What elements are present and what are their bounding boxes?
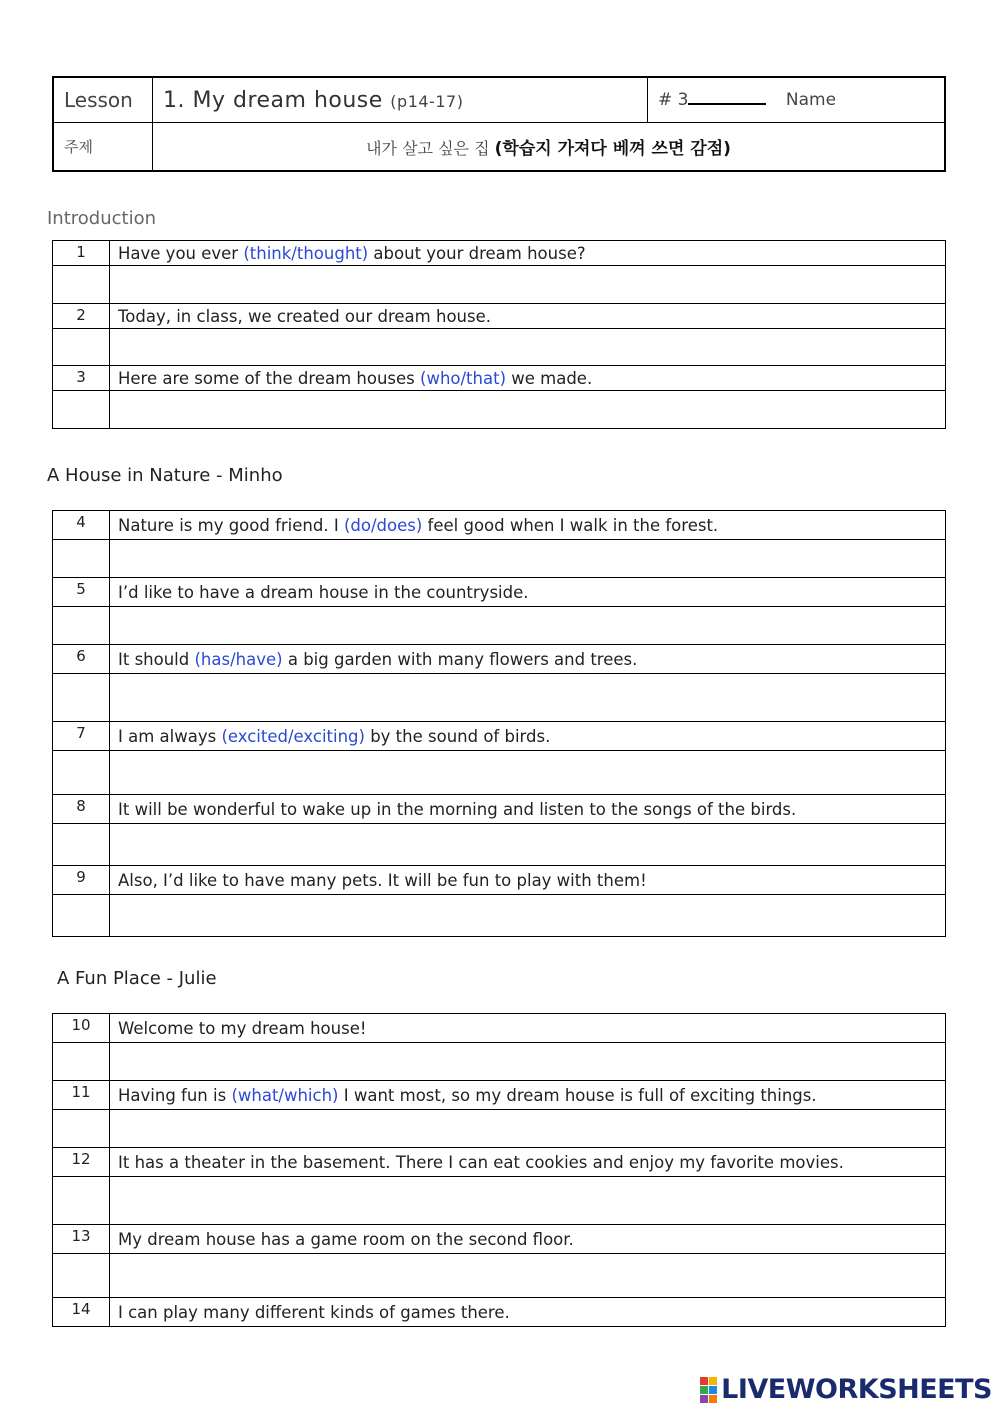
question-text-before: Here are some of the dream houses [118,368,421,388]
answer-row [53,824,946,866]
answer-row [53,607,946,645]
question-number: 6 [53,645,110,674]
answer-number-cell [53,824,110,866]
liveworksheets-logo [700,1374,992,1405]
lesson-header-table [52,76,946,172]
question-row [53,578,946,607]
question-text-after: by the sound of birds. [364,726,551,746]
answer-input-cell[interactable] [110,1110,946,1148]
question-text [110,1081,946,1110]
question-row [53,722,946,751]
answer-input-cell[interactable] [110,607,946,645]
answer-input-cell[interactable] [110,674,946,722]
question-text [110,304,946,329]
answer-number-cell [53,674,110,722]
answer-row [53,1043,946,1081]
question-number: 10 [53,1014,110,1043]
answer-input-cell[interactable] [110,895,946,937]
answer-row [53,895,946,937]
lesson-pages: (p14-17) [390,91,464,111]
question-text [110,645,946,674]
answer-number-cell [53,391,110,429]
question-text-before: Having fun is [118,1085,232,1105]
question-row [53,1081,946,1110]
question-text-before: My dream house has a game room on the second floor. [118,1229,574,1249]
answer-number-cell [53,1254,110,1298]
lesson-title-cell [153,77,648,123]
answer-input-cell[interactable] [110,824,946,866]
answer-number-cell [53,266,110,304]
question-text-before: Welcome to my dream house! [118,1018,367,1038]
question-text [110,722,946,751]
question-text-before: I am always [118,726,222,746]
number-blank-line[interactable] [688,103,766,105]
lesson-label: Lesson [53,77,153,123]
section-title-julie: A Fun Place - Julie [57,968,217,989]
lesson-title: 1. My dream house [163,87,383,113]
question-text-before: I’d like to have a dream house in the countryside. [118,582,529,602]
question-number: 11 [53,1081,110,1110]
question-row [53,511,946,540]
logo-text: LIVEWORKSHEETS [721,1374,992,1405]
question-text [110,1148,946,1177]
question-row [53,1014,946,1043]
section-title-introduction: Introduction [47,208,157,229]
question-number: 12 [53,1148,110,1177]
question-row [53,645,946,674]
question-option-choice: (do/does) [343,515,423,535]
question-number: 4 [53,511,110,540]
question-text [110,795,946,824]
question-table-minho [52,510,946,937]
answer-input-cell[interactable] [110,1043,946,1081]
question-row [53,241,946,266]
answer-number-cell [53,607,110,645]
answer-row [53,751,946,795]
question-row [53,366,946,391]
answer-row [53,1254,946,1298]
answer-number-cell [53,540,110,578]
answer-number-cell [53,1043,110,1081]
topic-label: 주제 [53,123,153,172]
answer-row [53,540,946,578]
answer-input-cell[interactable] [110,1177,946,1225]
answer-row [53,329,946,366]
question-text-after: about your dream house? [368,243,586,263]
question-table-introduction [52,240,946,429]
question-number: 13 [53,1225,110,1254]
question-option-choice: (excited/exciting) [221,726,365,746]
question-row [53,1225,946,1254]
question-option-choice: (has/have) [194,649,283,669]
question-number: 14 [53,1298,110,1327]
question-text-after: a big garden with many flowers and trees. [282,649,638,669]
answer-number-cell [53,1110,110,1148]
question-text-after: I want most, so my dream house is full of exciting things. [338,1085,817,1105]
question-text [110,1225,946,1254]
topic-text: 내가 살고 싶은 집 [366,139,490,158]
question-text-before: Nature is my good friend. I [118,515,344,535]
question-text [110,866,946,895]
question-number: 7 [53,722,110,751]
question-row [53,795,946,824]
question-number: 3 [53,366,110,391]
answer-input-cell[interactable] [110,1254,946,1298]
question-option-choice: (think/thought) [243,243,369,263]
question-text-before: It will be wonderful to wake up in the morning and listen to the songs of the birds. [118,799,797,819]
answer-input-cell[interactable] [110,540,946,578]
question-text [110,578,946,607]
question-text-before: It should [118,649,195,669]
question-option-choice: (what/which) [231,1085,339,1105]
question-text-before: Have you ever [118,243,244,263]
question-text-after: we made. [506,368,593,388]
topic-note: (학습지 가져다 베껴 쓰면 감점) [494,139,731,159]
topic-cell [153,123,946,172]
question-text-before: Today, in class, we created our dream house. [118,306,491,326]
answer-row [53,391,946,429]
question-text [110,241,946,266]
question-text [110,1298,946,1327]
question-table-julie [52,1013,946,1327]
answer-row [53,674,946,722]
question-text-after: feel good when I walk in the forest. [422,515,719,535]
question-text [110,511,946,540]
answer-row [53,1110,946,1148]
answer-number-cell [53,329,110,366]
logo-mark-icon [700,1377,717,1403]
answer-row [53,266,946,304]
question-text-before: Also, I’d like to have many pets. It will be fun to play with them! [118,870,647,890]
answer-input-cell[interactable] [110,391,946,429]
question-row [53,1298,946,1327]
answer-row [53,1177,946,1225]
question-text [110,1014,946,1043]
question-row [53,304,946,329]
name-cell [648,77,946,123]
question-row [53,866,946,895]
question-text-before: I can play many different kinds of games there. [118,1302,510,1322]
question-number: 2 [53,304,110,329]
number-label: # 3 [658,90,689,110]
answer-input-cell[interactable] [110,329,946,366]
answer-input-cell[interactable] [110,751,946,795]
answer-number-cell [53,751,110,795]
question-text-before: It has a theater in the basement. There I can eat cookies and enjoy my favorite movies. [118,1152,844,1172]
question-row [53,1148,946,1177]
answer-input-cell[interactable] [110,266,946,304]
section-title-minho: A House in Nature - Minho [47,465,283,486]
question-number: 5 [53,578,110,607]
question-text [110,366,946,391]
name-label: Name [785,90,837,110]
question-number: 8 [53,795,110,824]
question-option-choice: (who/that) [420,368,507,388]
answer-number-cell [53,895,110,937]
question-number: 1 [53,241,110,266]
answer-number-cell [53,1177,110,1225]
question-number: 9 [53,866,110,895]
